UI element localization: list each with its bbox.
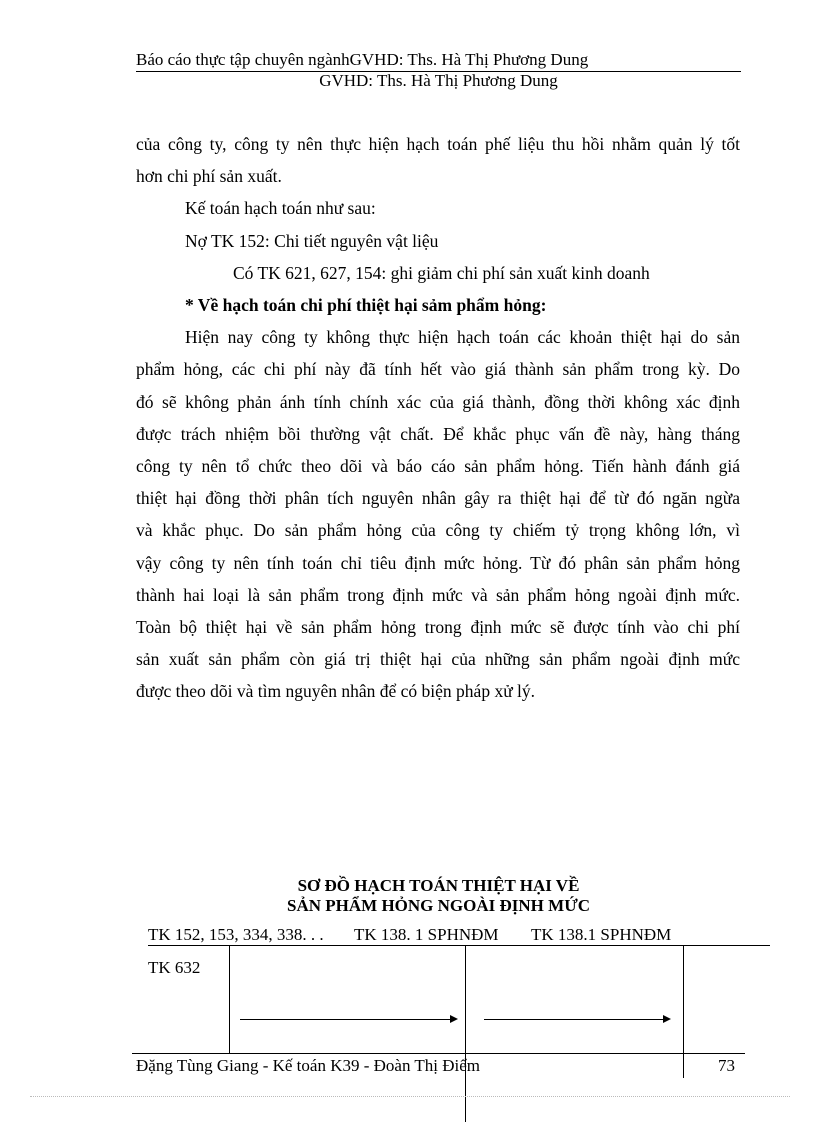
paragraph-line: đó sẽ không phản ánh tính chính xác của giá thành, đồng thời không xác định: [136, 391, 740, 412]
paragraph-line: Toàn bộ thiệt hại về sản phẩm hỏng trong định mức sẽ được tính vào chi phí: [136, 617, 740, 638]
page-header-line1: Báo cáo thực tập chuyên ngànhGVHD: Ths. Hà Thị Phương Dung: [136, 50, 741, 72]
paragraph-line: công ty nên tổ chức theo dõi và báo cáo sản phẩm hỏng. Tiến hành đánh giá: [136, 456, 740, 477]
paragraph-line: được theo dõi và tìm nguyên nhân để có biện pháp xử lý.: [136, 681, 536, 702]
paragraph-line: được trách nhiệm bồi thường vật chất. Để khắc phục vấn đề này, hàng tháng: [136, 423, 740, 444]
paragraph-line: thiệt hại đồng thời phân tích nguyên nhân gây ra thiệt hại để từ đó ngăn ngừa: [136, 488, 740, 509]
paragraph-line: Nợ TK 152: Chi tiết nguyên vật liệu: [185, 230, 439, 251]
footer-author: Đặng Tùng Giang - Kế toán K39 - Đoàn Thị Điểm: [136, 1056, 481, 1075]
paragraph-line: vậy công ty nên tính toán chỉ tiêu định mức hỏng. Từ đó phân sản phẩm hỏng: [136, 552, 740, 573]
page-header-line2: GVHD: Ths. Hà Thị Phương Dung: [319, 71, 558, 90]
flow-arrow-2: [484, 1019, 669, 1020]
page-bottom-dotted-rule: [30, 1096, 790, 1097]
paragraph-line: và khắc phục. Do sản phẩm hỏng của công ty chiếm tỷ trọng không lớn, vì: [136, 520, 740, 541]
paragraph-line: Hiện nay công ty không thực hiện hạch toán các khoản thiệt hại do sản: [185, 327, 740, 348]
paragraph-line: của công ty, công ty nên thực hiện hạch toán phế liệu thu hồi nhằm quản lý tốt: [136, 134, 740, 154]
diagram-title-line2: SẢN PHẨM HỎNG NGOÀI ĐỊNH MỨC: [287, 896, 590, 915]
diagram-divider-1: [229, 946, 230, 1054]
section-heading: * Về hạch toán chi phí thiệt hại sảm phẩm hỏng:: [185, 295, 547, 316]
account-label-1381-a: TK 138. 1 SPHNĐM: [354, 925, 499, 944]
footer-rule: [132, 1053, 745, 1054]
account-label-1381-b: TK 138.1 SPHNĐM: [531, 925, 672, 944]
diagram-divider-3: [683, 946, 684, 1078]
paragraph-line: Kế toán hạch toán như sau:: [185, 198, 376, 219]
body-text: [136, 128, 740, 708]
diagram-top-rule: [148, 945, 770, 946]
account-label-152: TK 152, 153, 334, 338. . .: [148, 925, 324, 944]
paragraph-line: Có TK 621, 627, 154: ghi giảm chi phí sản xuất kinh doanh: [233, 262, 650, 283]
paragraph-line: thành hai loại là sản phẩm trong định mức và sản phẩm hỏng ngoài định mức.: [136, 584, 740, 605]
flow-arrow-1: [240, 1019, 456, 1020]
paragraph-line: hơn chi phí sản xuất.: [136, 166, 282, 187]
account-label-632: TK 632: [148, 958, 201, 977]
paragraph-line: sản xuất sản phẩm còn giá trị thiệt hại của những sản phẩm ngoài định mức: [136, 649, 740, 670]
diagram-title-line1: SƠ ĐỒ HẠCH TOÁN THIỆT HẠI VỀ: [297, 876, 580, 895]
paragraph-line: phẩm hỏng, các chi phí này đã tính hết vào giá thành sản phẩm trong kỳ. Do: [136, 359, 740, 380]
page-number: 73: [718, 1056, 735, 1075]
